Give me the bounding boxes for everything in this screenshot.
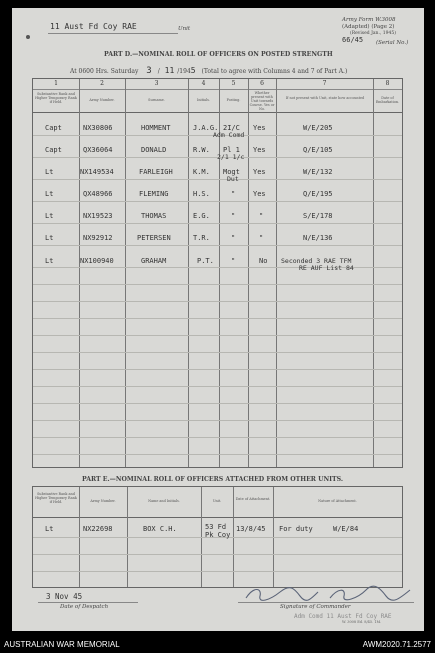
despatch-label: Date of Despatch [60,604,109,610]
part-d-date-line: At 0600 Hrs. Saturday 3 / 11 /1945 (Total to agree with Columns 4 and 7 of Part A.) [70,66,348,76]
e-col-header-army-number: Army Number. [90,499,116,503]
e-col-header-nature: Nature of Attachment. [318,499,357,503]
form-title: Army Form W.3008 [342,17,396,23]
part-e-table: Substantive Rank and Higher Temporary Rank if Held. Army Number. Name and Initials. Unit. Date of Attachment. Nature of Attachment. Lt NX22698 BOX C.H. 53 Fd Pk Coy 13/8/45 For duty W/E/84 [32,486,403,588]
col-num-6: 6 [260,80,264,87]
unit-label: Unit [178,26,191,32]
col-num-3: 3 [154,80,159,87]
col-header-embarkation: Date of Embarkation. [375,96,400,104]
col-header-posting: Posting. [226,98,241,102]
unit-name: 11 Aust Fd Coy RAE [50,22,137,31]
col-num-1: 1 [54,80,58,87]
despatch-date: 3 Nov 45 [46,592,83,601]
part-e-title: PART E.—NOMINAL ROLL OF OFFICERS ATTACHED FROM OTHER UNITS. [82,476,344,483]
archive-caption-right: AWM2020.71.2577 [362,640,431,649]
col-header-accounted: If not present with Unit, state how accounted [285,96,365,100]
col-header-surname: Surname. [148,98,165,102]
col-num-8: 8 [385,80,390,87]
signature-label: Signature of Commander [280,604,351,610]
form-subtitle: (Adapted) (Page 2) [342,24,395,30]
serial-label: (Serial No.) [376,40,409,46]
archive-caption-left: AUSTRALIAN WAR MEMORIAL [4,640,120,649]
col-num-7: 7 [322,80,327,87]
e-col-header-unit: Unit. [212,499,222,503]
col-num-2: 2 [100,80,104,87]
archive-caption-bar [0,633,435,653]
col-header-army-number: Army Number. [89,98,115,102]
adm-stamp: Adm Comd 11 Aust Fd Coy RAE [294,613,392,620]
col-header-initials: Initials. [197,98,210,102]
punch-mark [26,35,30,39]
part-d-table: 1 2 3 4 5 6 7 8 Substantive Rank and Higher Temporary Rank if Held. Army Number. Surname. Initials. Posting. Whether present with Unit towards Course. Yes or No. If not present with Unit, state how accounted Date of Embarkation. Capt NX30806 HOMMENT J.A.G. 2I/C Adm Comd Yes W/E/205 Capt QX36064 DONALD R.W. Pl 1 2/1 1/c Yes Q/E/105 Lt NX149534 FARLEIGH K.M. Mogt Dut Yes W/E/132 Lt QX48966 FLEMING H.S. " Yes Q/E/195 Lt NX19523 THOMAS E.G. " " S/E/178 Lt NX92912 PETERSEN T.R. " " N/E/136 Lt NX100940 GRAHAM P.T. " No Seconded 3 RAE TFM RE AUF List 84 [32,78,403,468]
col-header-rank: Substantive Rank and Higher Temporary Rank if Held. [35,92,77,104]
e-col-header-name: Name and Initials. [148,499,180,503]
printer-note: W. 3008 Ed. 8/45. 1M. [342,620,382,624]
col-num-4: 4 [201,80,206,87]
e-col-header-date: Date of Attachment. [235,497,271,501]
col-num-5: 5 [231,80,236,87]
col-header-present: Whether present with Unit towards Course. Yes or No. [249,91,275,111]
part-d-title: PART D.—NOMINAL ROLL OF OFFICERS ON POSTED STRENGTH [104,51,333,58]
e-col-header-rank: Substantive Rank and Higher Temporary Rank if Held. [35,492,77,504]
document-page [12,8,424,631]
serial-number: 66/45 [342,36,364,44]
form-revision: (Revised Jan., 1945) [350,31,396,36]
